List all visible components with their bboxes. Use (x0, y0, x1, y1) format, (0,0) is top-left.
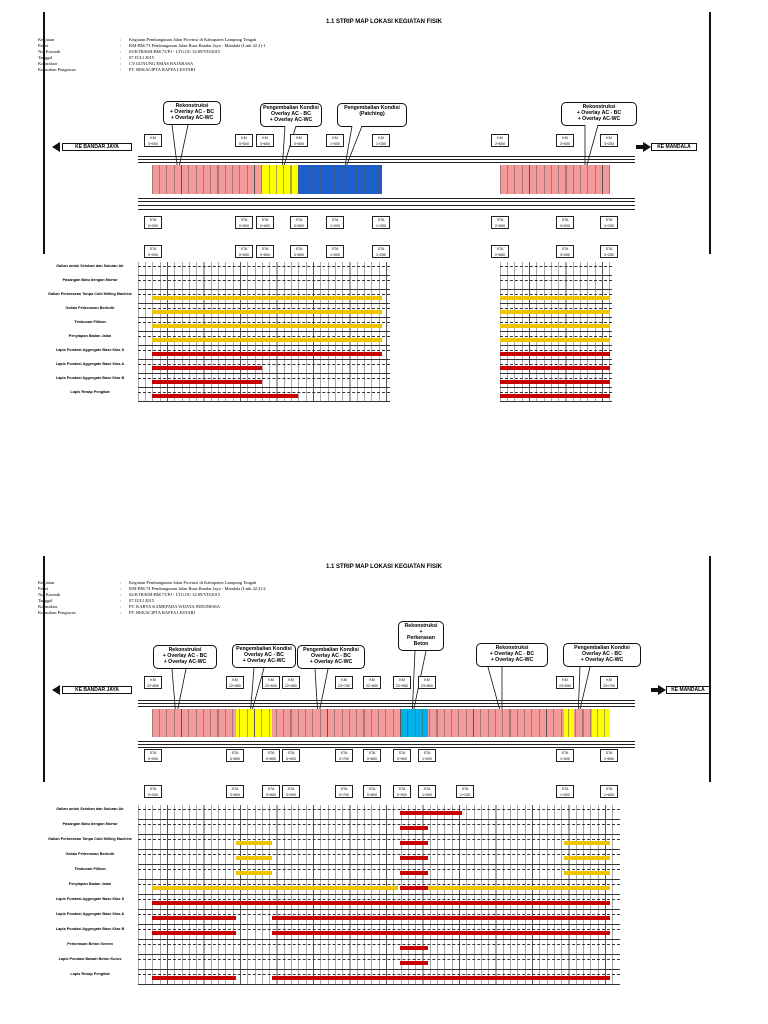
plan-line (138, 839, 620, 840)
progress-bar (272, 931, 610, 935)
road2-edge-top-3 (138, 706, 635, 707)
project-info: Kegiatan : Kegiatan Pembangunan Jalan Provinsi di Kabupaten Lampung Tengah Paket : KM-BM.73 Pembangunan Jalan Ruas Bandar Jaya - Mandala (Link 42.2)-1 No. Kontrak : 03/KTR/KM-BM.73/PJ - LTG.IX/ 32.09/VII/2015 Tanggal : 07 JULI 2015 Kontraktor : CV.GUNUNG EMAS RAJABASA Konsultan Pengawas : PT. REKACIPTA RAFFA LESTARI (38, 37, 266, 72)
work-item-label: Lapis Pondasi Bawah Beton Kurus (58, 957, 122, 961)
work-grid-row (138, 835, 620, 850)
work-item-label: Lapis Pondasi Aggregate Base Klas S (55, 897, 125, 901)
progress-bar (236, 871, 272, 875)
km-marker: KM 22+850 (226, 676, 244, 689)
plan-line (138, 854, 620, 855)
sta-marker: STA 0+000 (144, 749, 162, 762)
plan-line (138, 266, 390, 267)
sta-marker: STA 0+850 (262, 785, 280, 798)
road2-edge-bottom-3 (138, 747, 635, 748)
work-item-label: Lapis Pondasi Aggregate Base Klas S (55, 348, 125, 352)
work-item-label: Lapis Pondasi Aggregate Base Klas A (55, 912, 125, 916)
segment-grid-1 (152, 165, 382, 194)
arrow-right-icon-2 (658, 685, 666, 695)
plan-line (138, 899, 620, 900)
sta-marker: STA 0+900 (282, 785, 300, 798)
progress-bar (152, 310, 382, 314)
page-title: 1.1 STRIP MAP LOKASI KEGIATAN FISIK (326, 19, 442, 25)
callout-pengembalian-3: Pengembalian Kondisi Overlay AC - BC + Overlay AC-WC (297, 645, 365, 669)
km-marker: KM 22+600 (262, 676, 280, 689)
road2-edge-top (138, 700, 635, 701)
progress-bar (400, 886, 428, 890)
progress-bar (272, 976, 610, 980)
callout-rekonstruksi-3: Rekonstruksi + Overlay AC - BC + Overlay AC-WC (476, 643, 548, 667)
plan-line (138, 392, 390, 393)
plan-line (138, 322, 390, 323)
sta-marker: STA 0+800 (363, 785, 381, 798)
work-grid-row (138, 262, 390, 276)
sta-marker: STA 0+800 (290, 245, 308, 258)
road-edge-top (138, 156, 635, 157)
work-item-label: Penyiapan Badan Jalan (68, 334, 112, 338)
plan-line (138, 884, 620, 885)
work-grid-row (138, 865, 620, 880)
km-marker: KM 23+850 (418, 676, 436, 689)
callout-pointers (0, 0, 768, 200)
sta-marker: STA 0+900 (393, 749, 411, 762)
work-grid-row (138, 850, 620, 865)
sta-marker: STA 1+000 (418, 749, 436, 762)
sta-marker: STA 0+600 (256, 216, 274, 229)
progress-bar (400, 856, 428, 860)
progress-bar (152, 394, 298, 398)
sta-marker: STA 1+250 (372, 216, 390, 229)
work-item-label: Galian Perkerasan Berbutir (65, 306, 115, 310)
plan-line (500, 392, 612, 393)
work-grid-row (138, 276, 390, 290)
plan-line (138, 869, 620, 870)
progress-bar (152, 324, 382, 328)
progress-bar (152, 886, 398, 890)
plan-line (138, 364, 390, 365)
sta-marker: STA 3+000 (556, 216, 574, 229)
sta-marker: STA 0+900 (393, 785, 411, 798)
sta-marker: STA 3+000 (556, 245, 574, 258)
work-item-label: Galian Perkerasan Tanpa Cold Milling Machine (48, 292, 132, 296)
sta-marker: STA 0+600 (256, 245, 274, 258)
plan-line (500, 308, 612, 309)
sta-marker: STA 2+650 (491, 245, 509, 258)
plan-line (500, 280, 612, 281)
progress-bar (500, 310, 610, 314)
progress-bar (500, 338, 610, 342)
callout-rekonstruksi-right: Rekonstruksi + Overlay AC - BC + Overlay AC-WC (561, 102, 637, 126)
road2-edge-bottom-2 (138, 744, 635, 745)
sta-marker: STA 1+000 (418, 785, 436, 798)
km-marker: KM 0+000 (144, 134, 162, 147)
work-item-label: Galian untuk Selokan dan Saluran Air (56, 264, 124, 268)
work-item-label: Lapis Pondasi Aggregate Base Klas A (55, 362, 125, 366)
sta-marker: STA 1+500 (556, 785, 574, 798)
km-marker: KM 3+250 (600, 134, 618, 147)
progress-bar (152, 916, 236, 920)
plan-line (500, 266, 612, 267)
progress-bar (564, 871, 610, 875)
callout-pengembalian-2: Pengembalian Kondisi Overlay AC - BC + Overlay AC-WC (232, 644, 296, 668)
work-grid-row (138, 955, 620, 970)
road-edge-top-3 (138, 162, 635, 163)
road-edge-top-2 (138, 159, 635, 160)
progress-bar (400, 841, 428, 845)
arrow-right-icon (643, 142, 651, 152)
work-grid-row (138, 940, 620, 955)
km-marker: KM 23+700 (600, 676, 618, 689)
sta-marker: STA 1+650 (600, 785, 618, 798)
progress-bar (400, 946, 428, 950)
sta-marker: STA 0+850 (262, 749, 280, 762)
arrow-left-icon-2 (52, 685, 60, 695)
km-marker: KM 3+000 (556, 134, 574, 147)
plan-line (138, 294, 390, 295)
progress-bar (400, 826, 428, 830)
sta-marker: STA 0+800 (363, 749, 381, 762)
direction-left-label-2: KE BANDAR JAYA (62, 686, 132, 694)
work-grid-row (500, 262, 612, 276)
plan-line (138, 378, 390, 379)
work-item-label: Pasangan Batu dengan Mortar (62, 822, 118, 826)
sta-marker: STA 1+000 (326, 245, 344, 258)
page-title-2: 1.1 STRIP MAP LOKASI KEGIATAN FISIK (326, 564, 442, 570)
work-item-label: Lapis Resap Pengikat (70, 390, 110, 394)
plan-line (138, 824, 620, 825)
direction-right-label: KE MANDALA (651, 143, 697, 151)
plan-line (500, 336, 612, 337)
work-grid-row (500, 276, 612, 290)
progress-bar (564, 841, 610, 845)
work-grid-row (138, 820, 620, 835)
sta-marker: STA 1+125 (456, 785, 474, 798)
road2-edge-bottom (138, 741, 635, 742)
km-marker: KM 23+650 (556, 676, 574, 689)
sta-marker: STA 1+000 (326, 216, 344, 229)
work-item-label: Penyiapan Badan Jalan (68, 882, 112, 886)
sta-marker: STA 0+000 (144, 785, 162, 798)
progress-bar (564, 856, 610, 860)
progress-bar (500, 380, 610, 384)
progress-bar (236, 841, 272, 845)
callout-beton: Rekonstruksi + Perkerasan Beton (398, 621, 444, 651)
plan-line (500, 364, 612, 365)
callout-pointers-2 (0, 600, 768, 720)
km-marker: KM 22+850 (144, 676, 162, 689)
sta-marker: STA 2+650 (491, 216, 509, 229)
callout-rekonstruksi: Rekonstruksi + Overlay AC - BC + Overlay AC-WC (163, 101, 221, 125)
work-item-label: Timbunan Pilihan (74, 867, 106, 871)
km-marker: KM 0+600 (256, 134, 274, 147)
progress-bar (500, 366, 610, 370)
progress-bar (400, 961, 428, 965)
km-marker: KM 22+950 (393, 676, 411, 689)
plan-line (138, 280, 390, 281)
plan-line (138, 914, 620, 915)
work-item-label: Galian Perkerasan Tanpa Cold Milling Machine (48, 837, 132, 841)
progress-bar (400, 871, 428, 875)
direction-right-label-2: KE MANDALA (666, 686, 710, 694)
sta-marker: STA 1+250 (372, 245, 390, 258)
plan-line (500, 294, 612, 295)
segment2-grid (152, 709, 610, 737)
progress-bar (500, 296, 610, 300)
work-item-label: Galian untuk Selokan dan Saluran Air (56, 807, 124, 811)
sta-marker: STA 0+800 (226, 749, 244, 762)
km-marker: KM 22+850 (363, 676, 381, 689)
km-marker: KM 1+250 (372, 134, 390, 147)
callout-pengembalian-4: Pengembalian Kondisi Overlay AC - BC + Overlay AC-WC (563, 643, 641, 667)
sta-marker: STA 3+250 (600, 216, 618, 229)
progress-bar (152, 931, 236, 935)
segment-grid-2 (500, 165, 610, 194)
progress-bar (272, 916, 610, 920)
km-marker: KM 0+500 (235, 134, 253, 147)
progress-bar (500, 324, 610, 328)
sta-marker: STA 1+500 (556, 749, 574, 762)
plan-line (500, 322, 612, 323)
callout-patching: Pengembalian Kondisi (Patching) (337, 103, 407, 127)
plan-line (138, 809, 620, 810)
direction-left-label: KE BANDAR JAYA (62, 143, 132, 151)
plan-line (138, 350, 390, 351)
road-edge-bottom-2 (138, 201, 635, 202)
plan-line (138, 959, 620, 960)
callout-rekonstruksi-2: Rekonstruksi + Overlay AC - BC + Overlay AC-WC (153, 645, 217, 669)
progress-bar (152, 380, 262, 384)
progress-bar (400, 811, 462, 815)
work-item-label: Timbunan Pilihan (74, 320, 106, 324)
plan-line (500, 378, 612, 379)
progress-bar (500, 394, 610, 398)
sta-marker: STA 0+900 (282, 749, 300, 762)
sta-marker: STA 0+700 (335, 785, 353, 798)
progress-bar (152, 352, 382, 356)
sta-marker: STA 1+650 (600, 749, 618, 762)
km-marker: KM 23+750 (335, 676, 353, 689)
progress-bar (500, 352, 610, 356)
sta-marker: STA 3+250 (600, 245, 618, 258)
progress-bar (152, 366, 262, 370)
progress-bar (152, 296, 382, 300)
road-edge-bottom (138, 198, 635, 199)
plan-line (138, 336, 390, 337)
progress-bar (236, 856, 272, 860)
sta-marker: STA 0+500 (235, 216, 253, 229)
plan-line (500, 350, 612, 351)
callout-pengembalian-kondisi: Pengembalian Kondisi Overlay AC - BC + Overlay AC-WC (260, 103, 322, 127)
progress-bar (152, 338, 382, 342)
work-item-label: Perkerasan Beton Semen (67, 942, 113, 946)
road-edge-bottom-3 (138, 205, 635, 206)
km-marker: KM 1+000 (326, 134, 344, 147)
progress-bar (428, 886, 610, 890)
km-marker: KM 2+650 (491, 134, 509, 147)
work-grid-row (138, 805, 620, 820)
sta-marker: STA 0+000 (144, 245, 162, 258)
sta-marker: STA 0+500 (235, 245, 253, 258)
plan-line (138, 929, 620, 930)
road-edge-bottom-4 (138, 209, 635, 210)
km-marker: KM 0+800 (290, 134, 308, 147)
progress-bar (152, 976, 236, 980)
km-marker: KM 22+650 (282, 676, 300, 689)
sta-marker: STA 0+800 (226, 785, 244, 798)
arrow-left-icon (52, 142, 60, 152)
work-item-label: Pasangan Batu dengan Mortar (62, 278, 118, 282)
project-info-2: Kegiatan : Kegiatan Pembangunan Jalan Provinsi di Kabupaten Lampung Tengah Paket : KM-BM.74 Pembangunan Jalan Ruas Bandar Jaya - Mandala (Link 42.2)-2 No. Kontrak : 02/KTR/KM-BM.73/PJ - LTG.IX/ 32.09/VII/2015 Tanggal : 07 JULI 2015 Kontraktor : PT. KARYA KAMEFADA WIJAYA INDONESIA Konsultan Pengawas : PT. REKACIPTA RAFFA LESTARI (38, 580, 266, 615)
sta-marker: STA 0+700 (335, 749, 353, 762)
work-item-label: Galian Perkerasan Berbutir (65, 852, 115, 856)
plan-line (138, 308, 390, 309)
work-item-label: Lapis Pondasi Aggregate Base Klas B (55, 376, 125, 380)
progress-bar (152, 901, 610, 905)
road2-edge-top-2 (138, 703, 635, 704)
work-item-label: Lapis Pondasi Aggregate Base Klas B (55, 927, 125, 931)
sta-marker: STA 0+000 (144, 216, 162, 229)
sta-marker: STA 0+800 (290, 216, 308, 229)
plan-line (138, 974, 620, 975)
plan-line (138, 944, 620, 945)
work-item-label: Lapis Resap Pengikat (70, 972, 110, 976)
